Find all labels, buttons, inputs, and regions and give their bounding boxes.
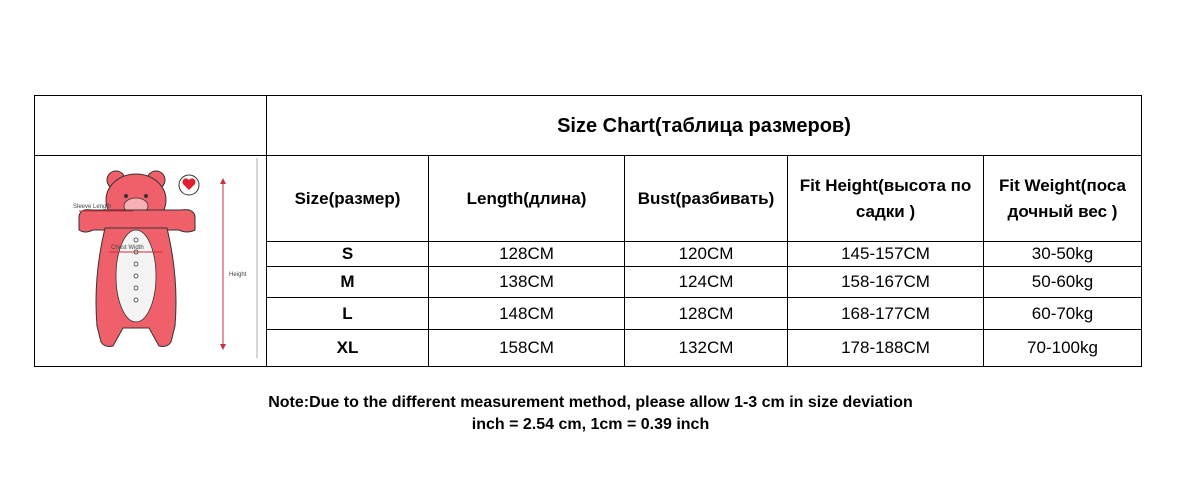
height-cell: 145-157CM <box>841 244 930 263</box>
bear-eye <box>144 194 148 198</box>
length-cell: 158CM <box>499 338 554 357</box>
note-line-2: inch = 2.54 cm, 1cm = 0.39 inch <box>471 416 710 433</box>
weight-cell: 50-60kg <box>1031 272 1094 291</box>
header-size: Size(размер) <box>294 188 401 208</box>
note-line-1: Note:Due to the different measurement method, please allow 1-3 cm in size deviation <box>268 394 913 411</box>
size-cell: M <box>340 272 355 291</box>
bust-cell: 120CM <box>678 244 734 263</box>
size-cell: L <box>342 303 353 323</box>
header-fit-weight: Fit Weight(поса дочный вес ) <box>998 175 1127 221</box>
chart-title: Size Chart(таблица размеров) <box>557 114 851 137</box>
height-cell: 178-188CM <box>841 338 930 357</box>
weight-cell: 70-100kg <box>1027 338 1098 357</box>
chest-width-label: Chest Width <box>111 245 144 251</box>
weight-cell: 60-70kg <box>1031 303 1094 323</box>
size-cell: XL <box>336 338 359 357</box>
bear-eye <box>124 194 128 198</box>
bust-cell: 124CM <box>678 272 734 291</box>
size-chart-table <box>34 95 1142 367</box>
length-cell: 138CM <box>499 272 554 291</box>
header-length: Length(длина) <box>466 188 587 208</box>
header-fit-height: Fit Height(высота по садки ) <box>799 175 972 221</box>
height-cell: 158-167CM <box>841 272 930 291</box>
height-label: Height <box>229 272 247 278</box>
length-cell: 148CM <box>499 303 554 323</box>
bust-cell: 132CM <box>678 338 734 357</box>
weight-cell: 30-50kg <box>1031 244 1094 263</box>
sleeve-length-label: Sleeve Length <box>73 204 112 210</box>
size-cell: S <box>341 244 354 263</box>
header-bust: Bust(разбивать) <box>637 188 775 208</box>
onesie-diagram <box>71 158 261 364</box>
height-cell: 168-177CM <box>841 303 930 323</box>
length-cell: 128CM <box>499 244 554 263</box>
bust-cell: 128CM <box>678 303 734 323</box>
